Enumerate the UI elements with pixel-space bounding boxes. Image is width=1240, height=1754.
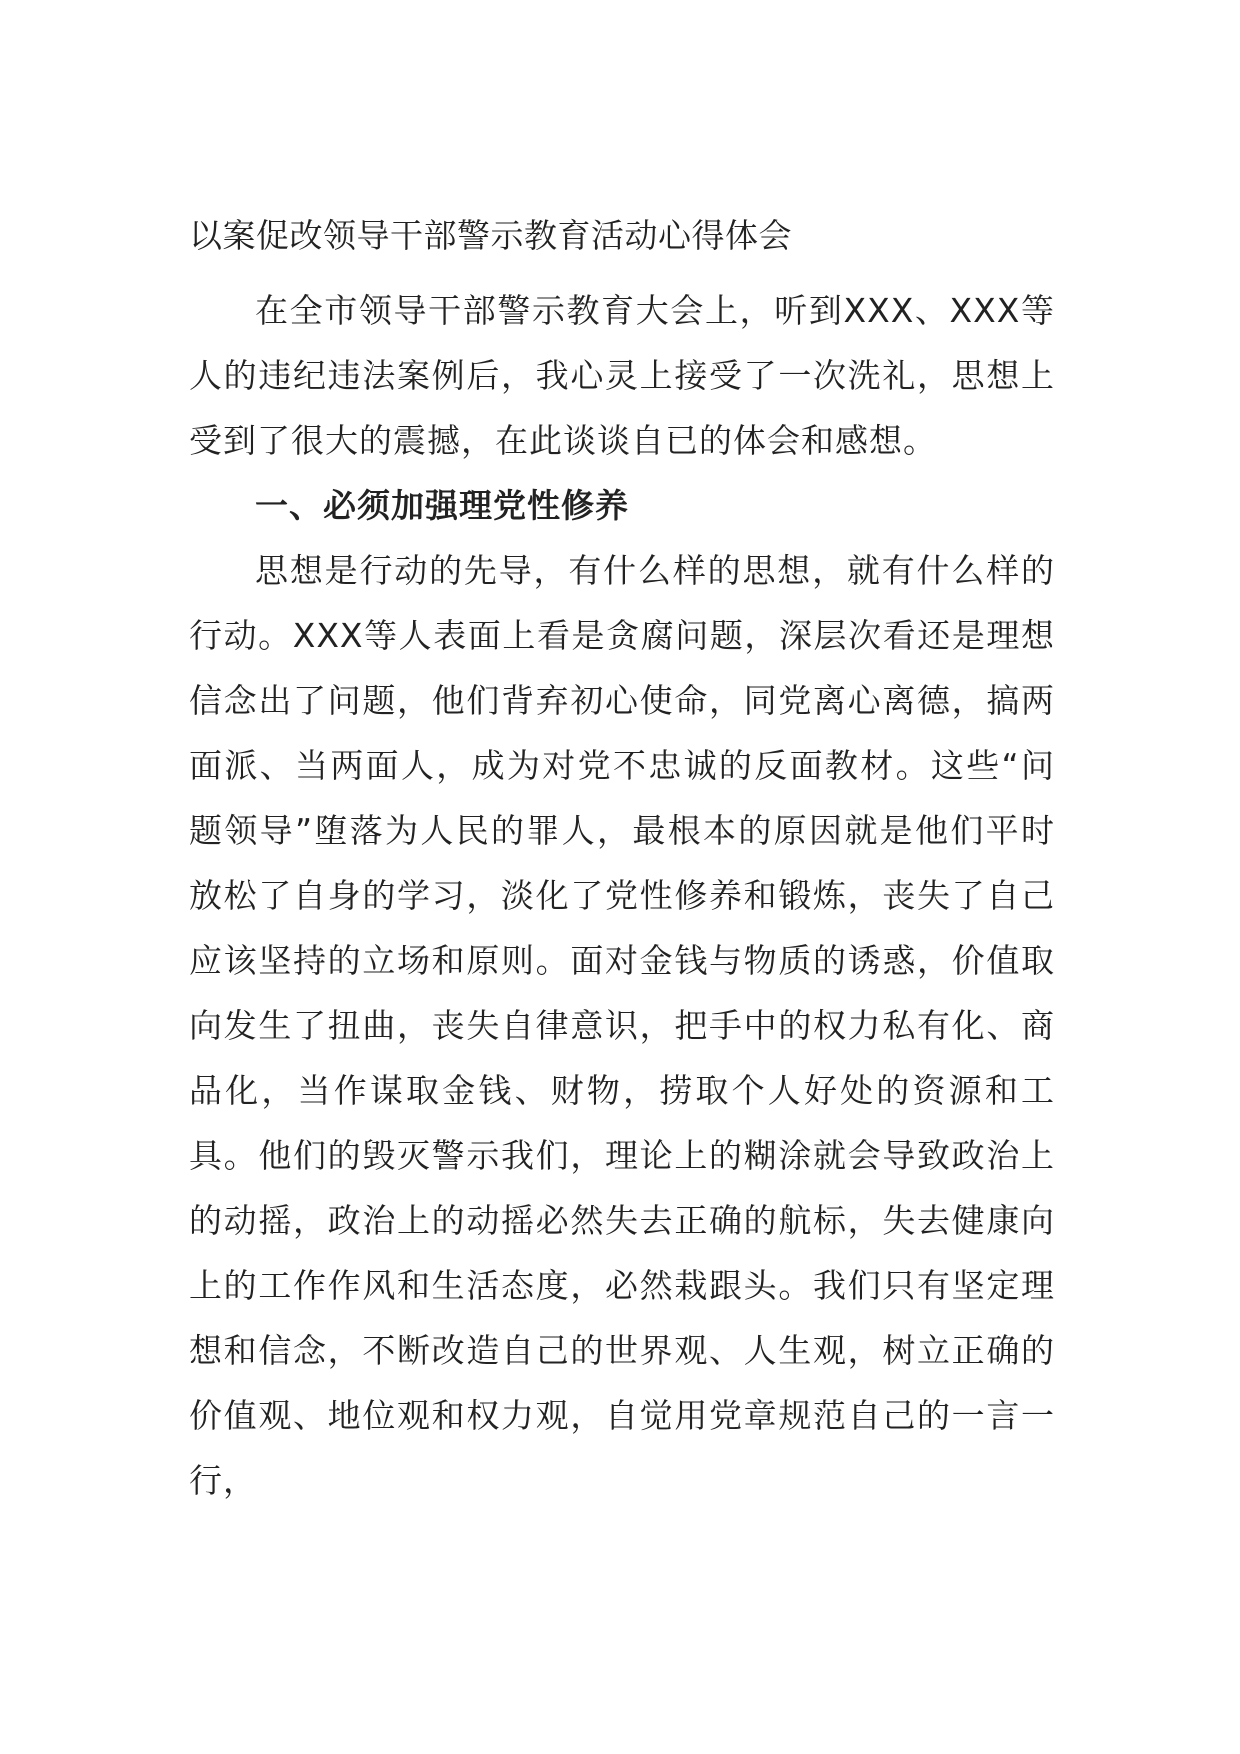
document-title: 以案促改领导干部警示教育活动心得体会 [189, 216, 792, 255]
section-body-paragraph: 思想是行动的先导，有什么样的思想，就有什么样的行动。XXX等人表面上看是贪腐问题，深层次看还是理想信念出了问题，他们背弃初心使命，同党离心离德，搞两面派、当两面人，成为对党不忠诚的反面教材。这些“问题领导”堕落为人民的罪人，最根本的原因就是他们平时放松了自身的学习，淡化了党性修养和锻炼，丧失了自己应该坚持的立场和原则。面对金钱与物质的诱惑，价值取向发生了扭曲，丧失自律意识，把手中的权力私有化、商品化，当作谋取金钱、财物，捞取个人好处的资源和工具。他们的毁灭警示我们，理论上的糊涂就会导致政治上的动摇，政治上的动摇必然失去正确的航标，失去健康向上的工作作风和生活态度，必然栽跟头。我们只有坚定理想和信念，不断改造自己的世界观、人生观，树立正确的价值观、地位观和权力观，自觉用党章规范自己的一言一行， [189, 551, 1055, 1500]
intro-paragraph: 在全市领导干部警示教育大会上，听到XXX、XXX等人的违纪违法案例后，我心灵上接受了一次洗礼，思想上受到了很大的震撼，在此谈谈自已的体会和感想。 [189, 291, 1055, 460]
document-page [189, 214, 1055, 1513]
section-heading: 一、必须加强理党性修养 [255, 486, 629, 525]
